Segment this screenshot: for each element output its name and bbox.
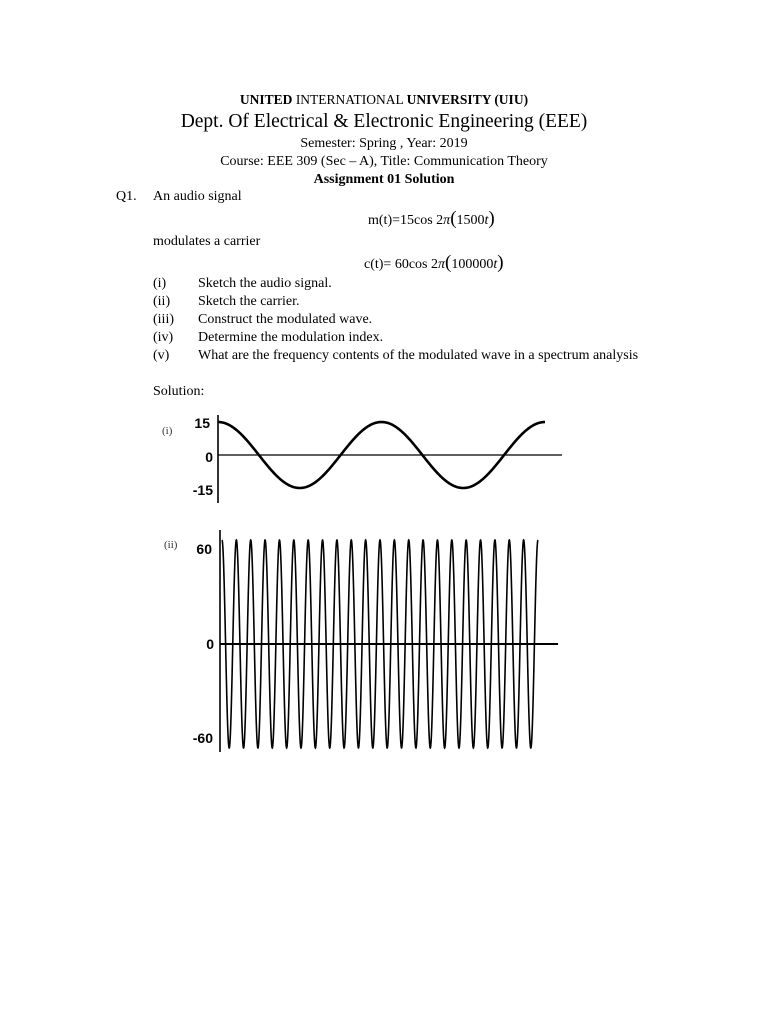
- university-name-part-3: UNIVERSITY (UIU): [406, 92, 529, 107]
- message-eq-arg: 1500: [456, 213, 485, 228]
- part-number: (iii): [153, 312, 174, 327]
- audio-signal-plot: [150, 410, 570, 510]
- y-tick-label: 0: [206, 636, 214, 652]
- message-equation: m(t)=15cos 2π(1500t): [368, 208, 495, 229]
- question-intro: An audio signal: [153, 189, 242, 204]
- part-text: Construct the modulated wave.: [198, 312, 373, 327]
- carrier-intro: modulates a carrier: [153, 234, 261, 249]
- plot-label: (i): [162, 425, 173, 437]
- department-title: Dept. Of Electrical & Electronic Engineering (EEE): [180, 111, 588, 132]
- carrier-eq-arg: 100000: [451, 257, 494, 272]
- message-eq-prefix: m(t)=15cos 2: [368, 213, 444, 228]
- part-text: Sketch the audio signal.: [198, 276, 332, 291]
- y-tick-label: -15: [192, 482, 213, 498]
- y-tick-label: 15: [194, 415, 210, 431]
- part-number: (i): [153, 276, 167, 291]
- university-name-part-1: UNITED: [239, 92, 293, 107]
- message-eq-var: t: [484, 213, 489, 228]
- carrier-signal-plot: [150, 528, 570, 758]
- y-tick-label: 0: [205, 449, 213, 465]
- part-text: Sketch the carrier.: [198, 294, 300, 309]
- university-name-part-2: INTERNATIONAL: [292, 92, 407, 107]
- carrier-equation: c(t)= 60cos 2π(100000t): [364, 252, 504, 273]
- semester-line: Semester: Spring , Year: 2019: [300, 136, 468, 151]
- pi-symbol: π: [438, 257, 446, 272]
- y-tick-label: -60: [192, 730, 213, 746]
- university-name: [0, 92, 768, 108]
- carrier-eq-prefix: c(t)= 60cos 2: [364, 257, 438, 272]
- y-tick-label: 60: [196, 541, 212, 557]
- plot-label: (ii): [164, 539, 178, 551]
- pi-symbol: π: [443, 213, 451, 228]
- course-line: Course: EEE 309 (Sec – A), Title: Communication Theory: [220, 154, 548, 169]
- part-number: (v): [153, 348, 170, 363]
- part-number: (ii): [153, 294, 171, 309]
- part-text: Determine the modulation index.: [198, 330, 384, 345]
- question-number: Q1.: [116, 189, 137, 204]
- part-text: What are the frequency contents of the modulated wave in a spectrum analysis: [198, 348, 639, 363]
- carrier-eq-var: t: [493, 257, 498, 272]
- part-number: (iv): [153, 330, 174, 345]
- assignment-title: Assignment 01 Solution: [313, 172, 455, 187]
- solution-label: Solution:: [153, 384, 205, 399]
